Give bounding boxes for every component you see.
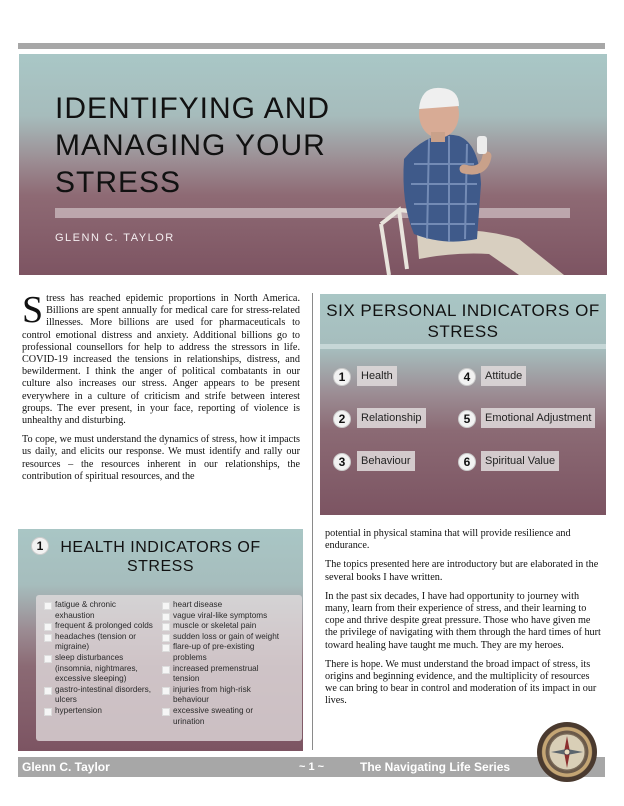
list-item: heart disease <box>162 600 284 611</box>
seated-man-photo <box>359 74 589 275</box>
list-item: flare-up of pre-existing problems <box>162 642 284 663</box>
indicator-health: Health <box>357 366 397 386</box>
compass-icon <box>537 722 597 782</box>
indicator-number: 2 <box>333 410 351 428</box>
footer-author: Glenn C. Taylor <box>22 760 110 774</box>
indicator-spiritual-value: Spiritual Value <box>481 451 559 471</box>
indicator-number: 6 <box>458 453 476 471</box>
indicator-number: 1 <box>333 368 351 386</box>
list-item: muscle or skeletal pain <box>162 621 284 632</box>
health-list-left <box>44 600 156 717</box>
hero-banner <box>19 54 607 275</box>
indicator-relationship: Relationship <box>357 408 426 428</box>
paragraph: There is hope. We must understand the broad impact of stress, its origins and beginning evidence, and the multiplicity of resources we can bring to bear in control and moderation of its impact in our lives. <box>325 658 597 707</box>
list-item: vague viral-like symptoms <box>162 611 284 622</box>
list-item: sudden loss or gain of weight <box>162 632 284 643</box>
six-indicators-title: SIX PERSONAL INDICATORS OF STRESS <box>326 301 600 341</box>
indicator-behaviour: Behaviour <box>357 451 415 471</box>
health-indicators-box <box>36 595 302 741</box>
list-item: headaches (tension or migraine) <box>44 632 156 653</box>
intro-paragraph-1-text: tress has reached epidemic proportions in North America. Billions are spent annually for medical care for stress-related illnesses. More billions are used for pharmaceuticals to control emotional distress and anxiety. Additional billions go to professional counsellors for help to address the stressors in life. COVID-19 increased the tensions in relationships, distress, and bewilderment. I think the anger of political combatants in our culture also increases our stress. Anger appears to be present everywhere in a culture of criticism and strife between interest groups. The ever present, in your face, reporting of violence is unhealthy and disturbing. <box>22 293 300 427</box>
continued-text <box>325 528 603 715</box>
list-item: frequent & prolonged colds <box>44 621 156 632</box>
top-rule <box>18 43 605 49</box>
page-number: ~ 1 ~ <box>299 761 325 773</box>
indicator-number: 4 <box>458 368 476 386</box>
health-list-right <box>162 600 284 727</box>
paragraph: In the past six decades, I have had opportunity to journey with many, learn from their experience of stress, and their learning to cope and thrive despite great pressure. Those who have given me the privilege of navigating with them through the hard times of hurt toward healing have taught me much. They are my heroes. <box>325 590 601 651</box>
list-item: hypertension <box>44 706 156 717</box>
six-indicators-panel <box>320 294 606 515</box>
page-footer <box>18 757 605 777</box>
list-item: injuries from high-risk behaviour <box>162 685 284 706</box>
indicator-number: 3 <box>333 453 351 471</box>
author-byline: GLENN C. TAYLOR <box>55 232 175 244</box>
list-item: excessive sweating or urination <box>162 706 284 727</box>
intro-text <box>22 289 300 490</box>
indicator-number: 5 <box>458 410 476 428</box>
panel-band <box>320 344 606 349</box>
list-item: increased premenstrual tension <box>162 664 284 685</box>
series-name: The Navigating Life Series <box>360 760 511 774</box>
list-item: sleep disturbances (insomnia, nightmares, excessive sleeping) <box>44 653 156 685</box>
list-item: fatigue & chronic exhaustion <box>44 600 156 621</box>
health-number-badge: 1 <box>31 537 49 555</box>
page-title: IDENTIFYING AND MANAGING YOUR STRESS <box>55 92 331 199</box>
intro-paragraph-1 <box>22 289 300 427</box>
column-divider <box>312 293 313 750</box>
indicator-emotional-adjustment: Emotional Adjustment <box>481 408 595 428</box>
health-indicators-panel <box>18 529 303 751</box>
drop-cap: S <box>22 289 44 331</box>
indicator-attitude: Attitude <box>481 366 526 386</box>
intro-paragraph-2: To cope, we must understand the dynamics of stress, how it impacts us daily, and elicits our response. We must identify and rally our resources – the resources inherent in our relationships, the contribution of spiritual resources, and the <box>22 434 300 482</box>
list-item: gastro-intestinal disorders, ulcers <box>44 685 156 706</box>
paragraph: potential in physical stamina that will provide resilience and endurance. <box>325 528 571 552</box>
paragraph: The topics presented here are introductory but are elaborated in the several books I have written. <box>325 559 599 583</box>
health-indicators-title: HEALTH INDICATORS OF STRESS <box>60 539 261 575</box>
